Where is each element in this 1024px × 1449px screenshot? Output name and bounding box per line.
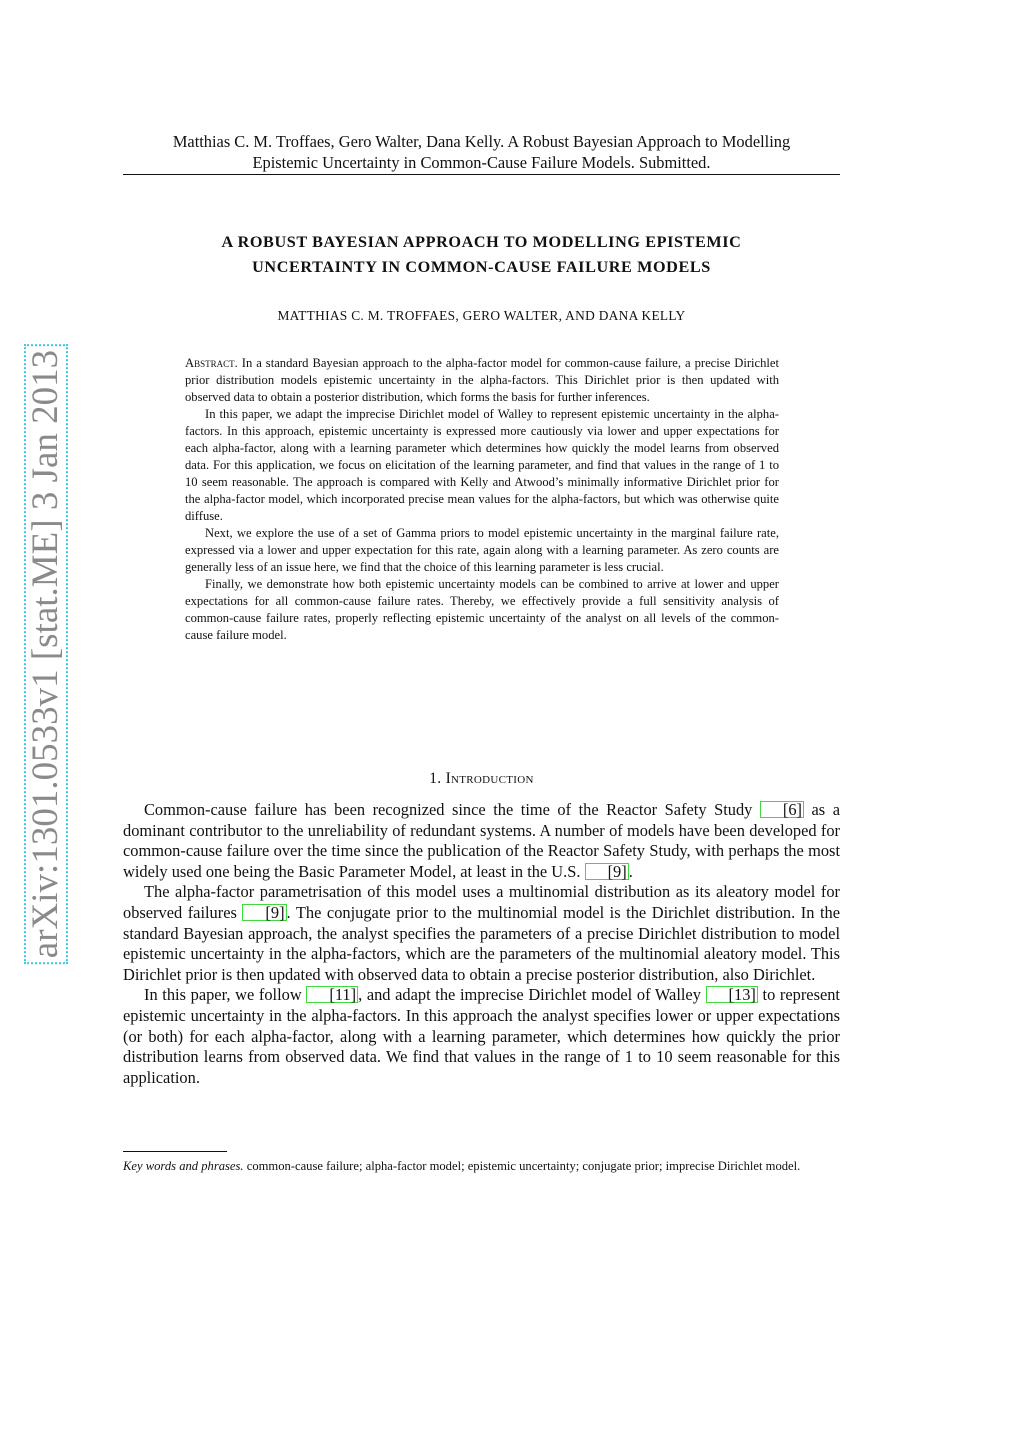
header-rule bbox=[123, 174, 840, 175]
intro-p1-text-b: as a dominant contributor to the unreliability of redundant systems. A number of models have been developed for common-cause failure over the time since the publication of the Reactor Safety Study, with perhaps the most widely used one being the Basic Parameter Model, at least in the U.S. bbox=[123, 800, 840, 881]
running-header-line-1: Matthias C. M. Troffaes, Gero Walter, Dana Kelly. A Robust Bayesian Approach to Modelling bbox=[172, 132, 791, 151]
keywords-label: Key words and phrases. bbox=[123, 1159, 244, 1173]
paper-title-line-1: A ROBUST BAYESIAN APPROACH TO MODELLING EPISTEMIC bbox=[221, 233, 742, 251]
intro-p2-text-b: . The conjugate prior to the multinomial model is the Dirichlet distribution. In the standard Bayesian approach, the analyst specifies the parameters of a precise Dirichlet distribution to model epistemic uncertainty in the alpha-factors, which are the parameters of the multinomial aleatory model. This Dirichlet prior is then updated with observed data to obtain a precise posterior distribution, also Dirichlet. bbox=[123, 902, 840, 984]
citation-link[interactable]: [9] bbox=[242, 904, 286, 921]
intro-p2-text-a: The alpha-factor parametrisation of this model uses a multinomial distribution as its aleatory model for observed failures bbox=[123, 882, 840, 922]
citation-link[interactable]: [13] bbox=[706, 986, 758, 1003]
section-heading bbox=[123, 770, 840, 788]
intro-p3-text-a: In this paper, we follow bbox=[144, 985, 307, 1005]
citation-link[interactable]: [6] bbox=[760, 801, 804, 818]
arxiv-stamp[interactable]: arXiv:1301.0533v1 [stat.ME] 3 Jan 2013 bbox=[24, 344, 68, 964]
intro-p3-text-c: to represent epistemic uncertainty in the alpha-factors. In this approach the analyst specifies lower or upper expectations (or both) for each alpha-factor, along with a learning parameter, which determines how quickly the prior distribution learns from observed data. We find that values in the range of 1 to 10 seem reasonable for this application. bbox=[123, 985, 840, 1087]
citation-link[interactable]: [9] bbox=[585, 863, 629, 880]
keywords-text: common-cause failure; alpha-factor model; epistemic uncertainty; conjugate prior; imprecise Dirichlet model. bbox=[243, 1159, 801, 1173]
section-number: 1. bbox=[429, 770, 442, 787]
footnote-rule bbox=[123, 1151, 227, 1152]
citation-link[interactable]: [11] bbox=[306, 986, 358, 1003]
section-title: Introduction bbox=[445, 770, 534, 787]
paper-title-line-2: UNCERTAINTY IN COMMON-CAUSE FAILURE MODELS bbox=[252, 258, 711, 276]
intro-paragraph-1 bbox=[123, 800, 840, 882]
intro-p1-text-a: Common-cause failure has been recognized since the time of the Reactor Safety Study bbox=[144, 800, 760, 819]
footnote bbox=[123, 1158, 840, 1175]
intro-p3-text-b: , and adapt the imprecise Dirichlet model of Walley bbox=[358, 985, 706, 1005]
author-list: MATTHIAS C. M. TROFFAES, GERO WALTER, AND DANA KELLY bbox=[277, 308, 686, 323]
running-header bbox=[123, 131, 840, 173]
running-header-line-2: Epistemic Uncertainty in Common-Cause Failure Models. Submitted. bbox=[252, 153, 711, 172]
abstract bbox=[185, 355, 779, 644]
abstract-paragraph-2: In this paper, we adapt the imprecise Dirichlet model of Walley to represent epistemic uncertainty in the alpha-factors. In this approach, epistemic uncertainty is expressed more cautiously via lower and upper expectations for each alpha-factor, along with a learning parameter which determines how quickly the model learns from observed data. For this application, we focus on elicitation of the learning parameter, and find that values in the range of 1 to 10 seem reasonable. The approach is compared with Kelly and Atwood’s minimally informative Dirichlet prior for the alpha-factor model, which incorporated precise mean values for the alpha-factors, but which was otherwise quite diffuse. bbox=[185, 407, 779, 523]
abstract-text-1: In a standard Bayesian approach to the alpha-factor model for common-cause failure, a precise Dirichlet prior distribution models epistemic uncertainty in the alpha-factors. This Dirichlet prior is then updated with observed data to obtain a posterior distribution, which forms the basis for further inferences. bbox=[185, 356, 779, 404]
abstract-paragraph-3: Next, we explore the use of a set of Gamma priors to model epistemic uncertainty in the marginal failure rate, expressed via a lower and upper expectation for this rate, again along with a learning parameter. As zero counts are generally less of an issue here, we find that the choice of this learning parameter is less crucial. bbox=[185, 526, 779, 574]
abstract-paragraph-4: Finally, we demonstrate how both epistemic uncertainty models can be combined to arrive at lower and upper expectations for all common-cause failure rates. Thereby, we effectively provide a full sensitivity analysis of common-cause failure rates, properly reflecting epistemic uncertainty of the analyst on all levels of the common-cause failure model. bbox=[185, 577, 779, 642]
abstract-paragraph-1 bbox=[185, 355, 779, 406]
intro-p1-text-c: . bbox=[628, 861, 633, 881]
introduction-body bbox=[123, 800, 840, 1088]
paper-title bbox=[123, 230, 840, 280]
abstract-label: Abstract. bbox=[185, 356, 238, 370]
intro-paragraph-2 bbox=[123, 882, 840, 985]
intro-paragraph-3 bbox=[123, 985, 840, 1088]
